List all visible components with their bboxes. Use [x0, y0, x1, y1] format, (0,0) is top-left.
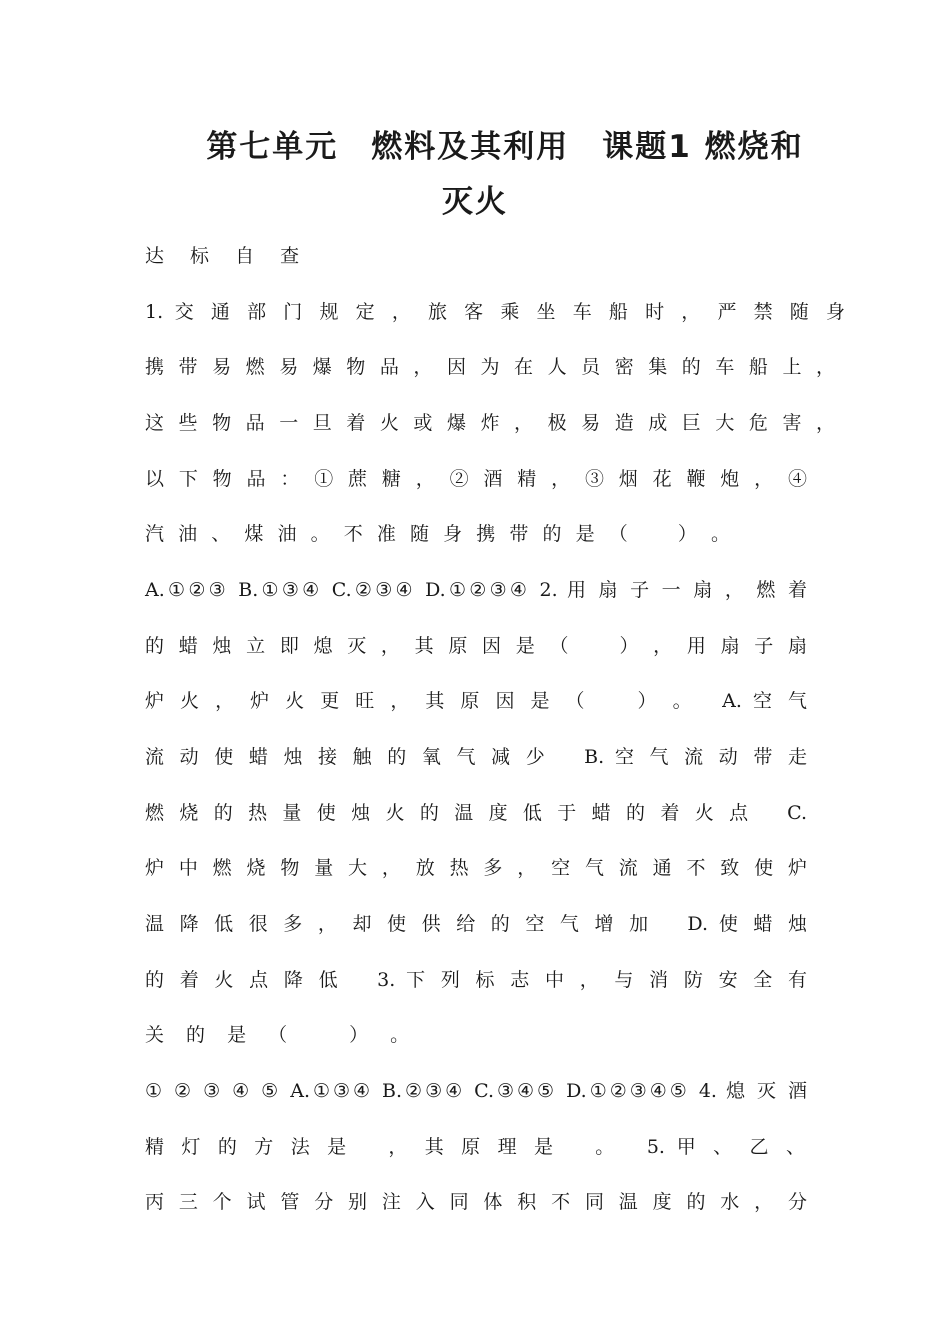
- body-line: 的 蜡 烛 立 即 熄 灭 ， 其 原 因 是 （ ） ， 用 扇 子 扇: [145, 635, 807, 657]
- body-line: 这 些 物 品 一 旦 着 火 或 爆 炸 ， 极 易 造 成 巨 大 危 害 ，: [145, 412, 835, 434]
- body-line: 以 下 物 品 ： ① 蔗 糖 ， ② 酒 精 ， ③ 烟 花 鞭 炮 ， ④: [145, 468, 807, 490]
- body-line: 燃 烧 的 热 量 使 烛 火 的 温 度 低 于 蜡 的 着 火 点 C.: [145, 802, 807, 824]
- body-line: ① ② ③ ④ ⑤ A.①③④ B.②③④ C.③④⑤ D.①②③④⑤ 4. 熄 灭 酒: [145, 1080, 807, 1102]
- body-line: 温 降 低 很 多 ， 却 使 供 给 的 空 气 增 加 D. 使 蜡 烛: [145, 913, 807, 935]
- body-line: 携 带 易 燃 易 爆 物 品 ， 因 为 在 人 员 密 集 的 车 船 上 ，: [145, 356, 835, 378]
- document-title-line-1: 第七单元 燃料及其利用 课题1 燃烧和: [206, 129, 804, 165]
- body-line: 炉 中 燃 烧 物 量 大 ， 放 热 多 ， 空 气 流 通 不 致 使 炉: [145, 857, 807, 879]
- body-line: 流 动 使 蜡 烛 接 触 的 氧 气 减 少 B. 空 气 流 动 带 走: [145, 746, 807, 768]
- body-line: 1. 交 通 部 门 规 定 ， 旅 客 乘 坐 车 船 时 ， 严 禁 随 身: [145, 301, 845, 323]
- body-line: 炉 火 ， 炉 火 更 旺 ， 其 原 因 是 （ ） 。 A. 空 气: [145, 690, 807, 712]
- body-line: A.①②③ B.①③④ C.②③④ D.①②③④ 2. 用 扇 子 一 扇 ， 燃 着: [145, 579, 807, 601]
- body-line: 的 着 火 点 降 低 3. 下 列 标 志 中 ， 与 消 防 安 全 有: [145, 969, 807, 991]
- document-title-line-2: 灭火: [442, 184, 508, 220]
- section-heading: 达 标 自 查: [145, 245, 310, 267]
- body-line: 汽 油 、 煤 油 。 不 准 随 身 携 带 的 是 （ ） 。: [145, 523, 730, 545]
- body-line: 关 的 是 （ ） 。: [145, 1024, 418, 1046]
- body-line: 精 灯 的 方 法 是 ， 其 原 理 是 。 5. 甲 、 乙 、: [145, 1136, 805, 1158]
- body-line: 丙 三 个 试 管 分 别 注 入 同 体 积 不 同 温 度 的 水 ， 分: [145, 1191, 807, 1213]
